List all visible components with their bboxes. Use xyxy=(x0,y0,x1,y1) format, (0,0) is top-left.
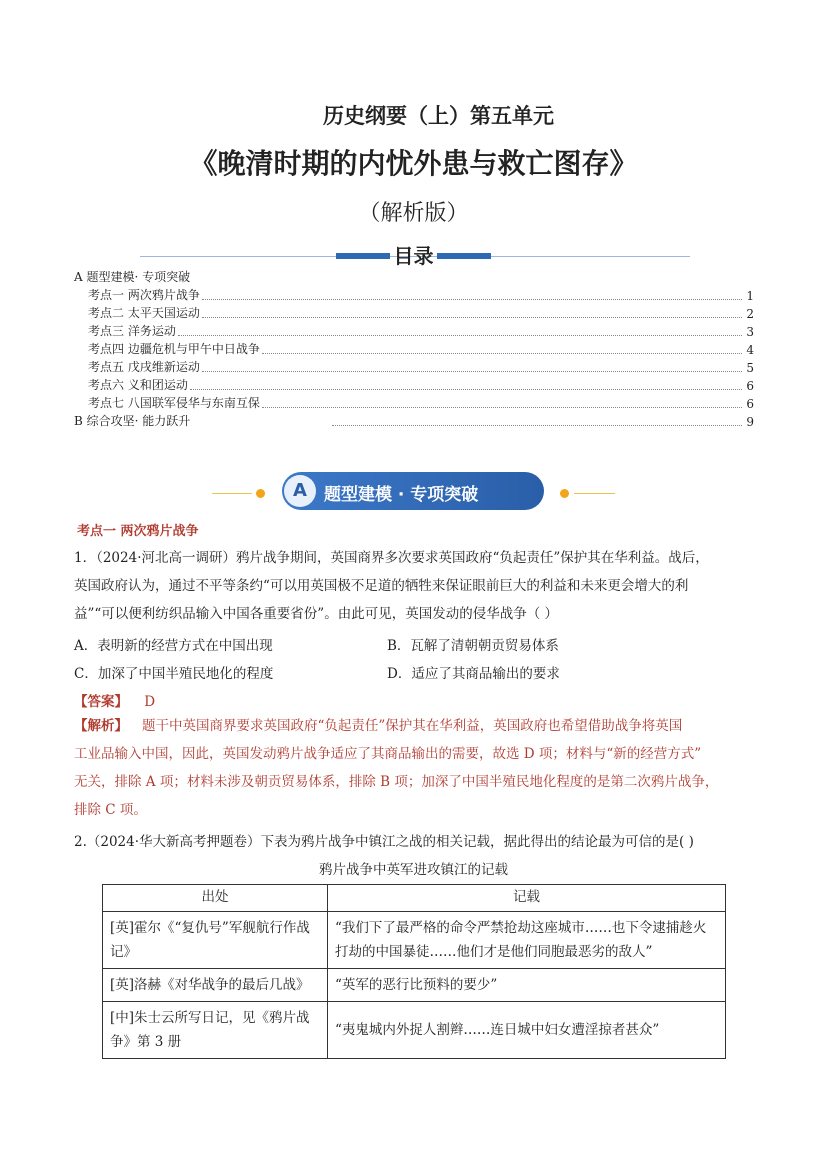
stem-line: 益”“可以便利纺织品输入中国各重要省份”。由此可见，英国发动的侵华战争（ ） xyxy=(74,606,558,622)
toc-leader xyxy=(202,317,742,318)
toc-item-label: 考点七 八国联军侵华与东南互保 xyxy=(88,396,260,410)
document-title: 《晚清时期的内忧外患与救亡图存》 xyxy=(189,147,638,180)
section-title: 考点一 两次鸦片战争 xyxy=(77,524,199,539)
table-cell-record: “我们下了最严格的命令严禁抢劫这座城市……也下令逮捕趁火打劫的中国暴徒……他们才是他们同胞最恶劣的敌人” xyxy=(328,912,726,969)
toc-item[interactable] xyxy=(74,412,754,429)
toc-item[interactable] xyxy=(74,376,754,393)
toc-page: 4 xyxy=(746,343,754,357)
toc-page: 5 xyxy=(746,361,754,375)
toc-leader xyxy=(178,335,742,336)
toc-item-label: 考点四 边疆危机与甲午中日战争 xyxy=(88,342,260,356)
answer-row xyxy=(74,690,155,710)
column-header-source: 出处 xyxy=(103,885,328,912)
toc-item[interactable] xyxy=(74,394,754,411)
option-d: D．适应了其商品输出的要求 xyxy=(387,666,560,682)
toc-item-label: B 综合攻坚· 能力跃升 xyxy=(74,414,191,428)
banner-dot-left xyxy=(256,489,265,498)
toc-page: 6 xyxy=(746,379,754,393)
toc-item-label: 考点五 戊戌维新运动 xyxy=(88,360,200,374)
toc-page: 9 xyxy=(746,415,754,429)
answer-label: 【答案】 xyxy=(74,694,128,710)
toc-item[interactable] xyxy=(74,340,754,357)
toc-leader xyxy=(202,371,742,372)
table-row xyxy=(103,1002,726,1059)
toc-leader xyxy=(190,389,742,390)
toc-item[interactable] xyxy=(74,268,754,285)
option-a: A．表明新的经营方式在中国出现 xyxy=(74,638,273,654)
analysis-line: 题干中英国商界要求英国政府“负起责任”保护其在华利益，英国政府也希望借助战争将英国 xyxy=(142,718,683,734)
option-c: C．加深了中国半殖民地化的程度 xyxy=(74,666,274,682)
toc-title: 目录 xyxy=(393,244,434,268)
analysis-line: 无关，排除 A 项；材料未涉及朝贡贸易体系，排除 B 项；加深了中国半殖民地化程度的是第二次鸦片战争， xyxy=(74,774,719,790)
toc-leader xyxy=(202,299,742,300)
toc-leader xyxy=(262,407,742,408)
banner-line-right xyxy=(574,493,615,494)
banner-line-left xyxy=(212,493,252,494)
option-b: B．瓦解了清朝朝贡贸易体系 xyxy=(387,638,559,654)
column-header-record: 记载 xyxy=(328,885,726,912)
table-row xyxy=(103,969,726,1002)
analysis-line: 排除 C 项。 xyxy=(74,802,147,818)
toc-item-label: 考点六 义和团运动 xyxy=(88,378,188,392)
banner-dot-right xyxy=(560,489,569,498)
table-cell-source: [中]朱士云所写日记，见《鸦片战争》第 3 册 xyxy=(103,1002,328,1059)
toc-item-label: 考点二 太平天国运动 xyxy=(88,306,200,320)
toc-item[interactable] xyxy=(74,322,754,339)
table-row xyxy=(103,912,726,969)
toc-item[interactable] xyxy=(74,286,754,303)
section-banner xyxy=(212,472,615,512)
question-2-stem: 2.（2024·华大新高考押题卷）下表为鸦片战争中镇江之战的相关记载，据此得出的结论最为可信的是( ) xyxy=(74,834,694,850)
records-table xyxy=(102,884,726,1059)
table-caption: 鸦片战争中英军进攻镇江的记载 xyxy=(319,862,508,878)
analysis-label: 【解析】 xyxy=(74,718,128,734)
toc-item[interactable] xyxy=(74,358,754,375)
toc-item-label: 考点一 两次鸦片战争 xyxy=(88,288,200,302)
banner-text: 题型建模 · 专项突破 xyxy=(324,485,479,505)
toc-page: 3 xyxy=(746,325,754,339)
edition-label: （解析版） xyxy=(358,201,469,226)
toc-page: 2 xyxy=(746,307,754,321)
table-cell-record: “夷鬼城内外捉人割辫……连日城中妇女遭淫掠者甚众” xyxy=(328,1002,726,1059)
answer-value: D xyxy=(144,694,156,710)
toc-leader xyxy=(262,353,742,354)
table-cell-record: “英军的恶行比预料的要少” xyxy=(328,969,726,1002)
question-1-stem xyxy=(74,544,754,628)
toc-leader xyxy=(332,425,742,426)
toc-page: 6 xyxy=(746,397,754,411)
toc-item-label: A 题型建模· 专项突破 xyxy=(74,270,191,284)
toc-item-label: 考点三 洋务运动 xyxy=(88,324,176,338)
unit-title: 历史纲要（上）第五单元 xyxy=(323,104,554,128)
table-header-row xyxy=(103,885,726,912)
stem-line: 1．（2024·河北高一调研）鸦片战争期间，英国商界多次要求英国政府“负起责任”保护其在华利益。战后， xyxy=(74,550,709,566)
analysis xyxy=(74,712,754,824)
stem-line: 英国政府认为，通过不平等条约“可以用英国极不足道的牺牲来保证眼前巨大的利益和未来更会增大的利 xyxy=(74,578,689,594)
toc-item[interactable] xyxy=(74,304,754,321)
banner-letter: A xyxy=(284,475,316,507)
table-cell-source: [英]霍尔《“复仇号”军舰航行作战记》 xyxy=(103,912,328,969)
toc-header xyxy=(0,240,827,270)
table-cell-source: [英]洛赫《对华战争的最后几战》 xyxy=(103,969,328,1002)
toc-page: 1 xyxy=(746,289,754,303)
analysis-line: 工业品输入中国，因此，英国发动鸦片战争适应了其商品输出的需要，故选 D 项；材料与“新的经营方式” xyxy=(74,746,702,762)
